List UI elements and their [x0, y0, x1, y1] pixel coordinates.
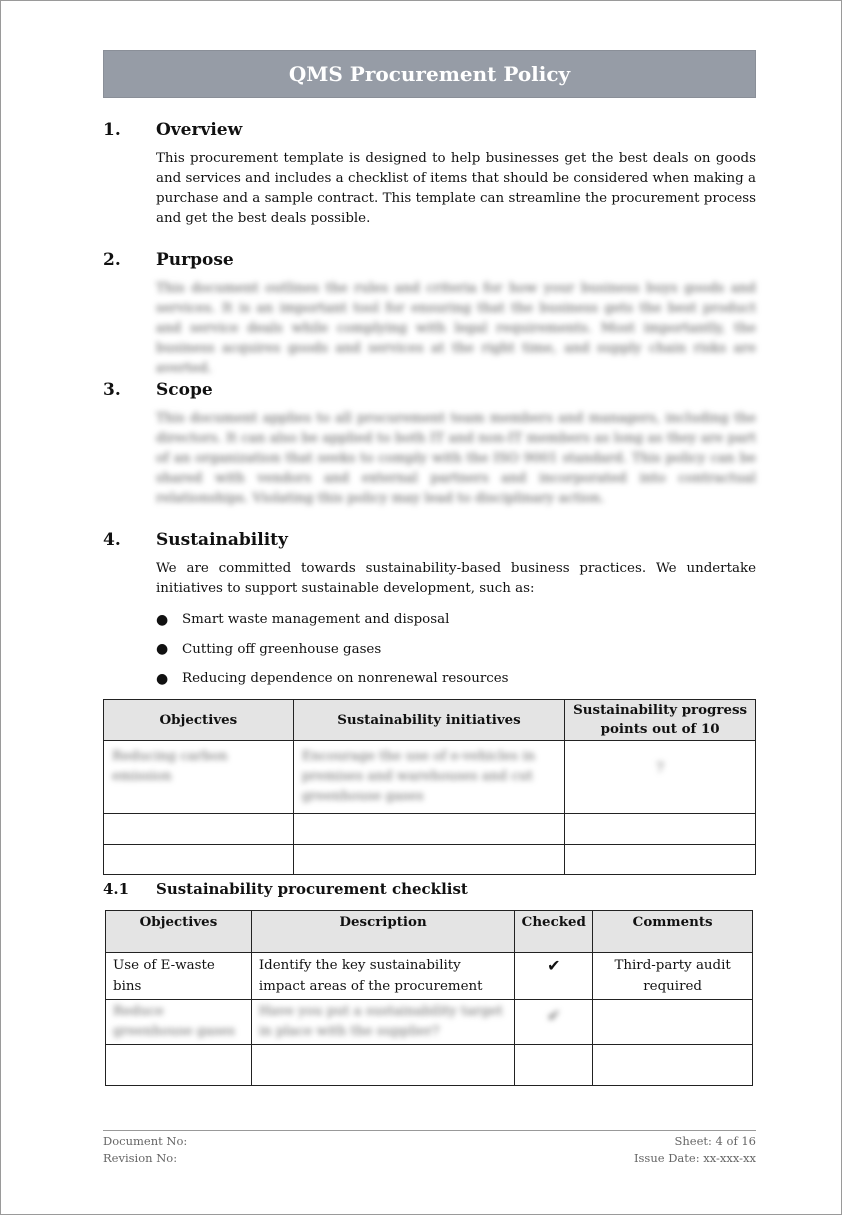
bullet-icon: ●	[156, 641, 169, 658]
section-overview	[103, 120, 756, 229]
table-cell: Reducing carbon emission	[104, 741, 294, 814]
bullet-list	[156, 605, 756, 694]
table-cell	[104, 814, 294, 845]
table-cell	[251, 1045, 514, 1086]
table-header: Description	[251, 911, 514, 953]
table-header: Checked	[515, 911, 593, 953]
table-cell: Have you put a sustainability target in place with the supplier?	[251, 1000, 514, 1045]
bullet-icon: ●	[156, 611, 169, 628]
list-item: ● Cutting off greenhouse gases	[156, 641, 382, 658]
table-row	[104, 814, 756, 845]
document-title-bar	[103, 50, 756, 98]
table-row	[104, 741, 756, 814]
footer-row	[103, 1133, 756, 1150]
subsection-title: Sustainability procurement checklist	[156, 880, 468, 898]
table-row	[106, 953, 753, 1000]
table-cell: Identify the key sustainability impact areas of the procurement	[251, 953, 514, 1000]
section-sustainability	[103, 530, 756, 694]
section-heading	[103, 250, 756, 274]
table-row	[106, 1045, 753, 1086]
table-cell: Use of E-waste bins	[106, 953, 252, 1000]
issue-date: Issue Date: xx-xxx-xx	[633, 1151, 756, 1165]
section-number: 4.	[103, 530, 121, 550]
section-paragraph: We are committed towards sustainability-based business practices. We undertake initiatives to support sustainable development, such as:	[156, 561, 756, 596]
table-cell	[293, 845, 565, 875]
table-header: Objectives	[106, 911, 252, 953]
document-title: QMS Procurement Policy	[288, 62, 571, 86]
section-paragraph-blurred: This document outlines the rules and criteria for how your business buys goods and services. It is an important tool for ensuring that the business gets the best product and service deals while complying with legal requirements. Most importantly, the business acquires goods and services at the right time, and supply chain risks are averted.	[156, 281, 756, 376]
section-paragraph-blurred: This document applies to all procurement team members and managers, including the directors. It can also be applied to both IT and non-IT members as long as they are part of an organization that seeks to comply with the ISO 9001 standard. This policy can be shared with vendors and external partners and incorporated into contractual relationships. Violating this policy may lead to disciplinary action.	[156, 411, 756, 506]
section-heading	[103, 530, 756, 554]
section-title: Purpose	[156, 250, 234, 270]
page-footer	[103, 1130, 756, 1167]
table-cell	[565, 845, 756, 875]
section-title: Scope	[156, 380, 213, 400]
table-cell	[104, 845, 294, 875]
section-number: 1.	[103, 120, 121, 140]
table-header: Comments	[593, 911, 753, 953]
sheet-number: Sheet: 4 of 16	[674, 1134, 756, 1148]
table-cell	[293, 814, 565, 845]
list-item: ● Reducing dependence on nonrenewal resources	[156, 670, 509, 687]
section-title: Sustainability	[156, 530, 288, 550]
subsection-heading	[103, 880, 468, 898]
table-cell	[593, 1045, 753, 1086]
section-purpose	[103, 250, 756, 379]
table-header-row	[104, 700, 756, 741]
table-header: Sustainability progress points out of 10	[565, 700, 756, 741]
revision-no-label: Revision No:	[103, 1151, 178, 1165]
section-heading	[103, 120, 756, 144]
document-no-label: Document No:	[103, 1134, 188, 1148]
subsection-number: 4.1	[103, 880, 130, 898]
list-item: ● Smart waste management and disposal	[156, 611, 450, 628]
checklist-table	[105, 910, 753, 1086]
checkmark-icon: ✔	[515, 1000, 593, 1045]
section-scope	[103, 380, 756, 509]
section-heading	[103, 380, 756, 404]
section-paragraph: This procurement template is designed to help businesses get the best deals on goods and services and includes a checklist of items that should be considered when making a purchase and a sample contract. This template can streamline the procurement process and get the best deals possible.	[156, 151, 756, 226]
sustainability-table	[103, 699, 756, 875]
bullet-icon: ●	[156, 670, 169, 687]
table-header-row	[106, 911, 753, 953]
table-cell: Reduce greenhouse gases	[106, 1000, 252, 1045]
footer-row	[103, 1150, 756, 1167]
section-title: Overview	[156, 120, 243, 140]
section-number: 2.	[103, 250, 121, 270]
section-number: 3.	[103, 380, 121, 400]
table-cell	[515, 1045, 593, 1086]
table-row	[106, 1000, 753, 1045]
checkmark-icon: ✔	[515, 953, 593, 1000]
table-row	[104, 845, 756, 875]
table-cell: 7	[565, 741, 756, 814]
table-cell	[106, 1045, 252, 1086]
table-header: Objectives	[104, 700, 294, 741]
table-header: Sustainability initiatives	[293, 700, 565, 741]
table-cell	[593, 1000, 753, 1045]
table-cell	[565, 814, 756, 845]
table-cell: Third-party audit required	[593, 953, 753, 1000]
table-cell: Encourage the use of e-vehicles in premises and warehouses and cut greenhouse gases	[293, 741, 565, 814]
